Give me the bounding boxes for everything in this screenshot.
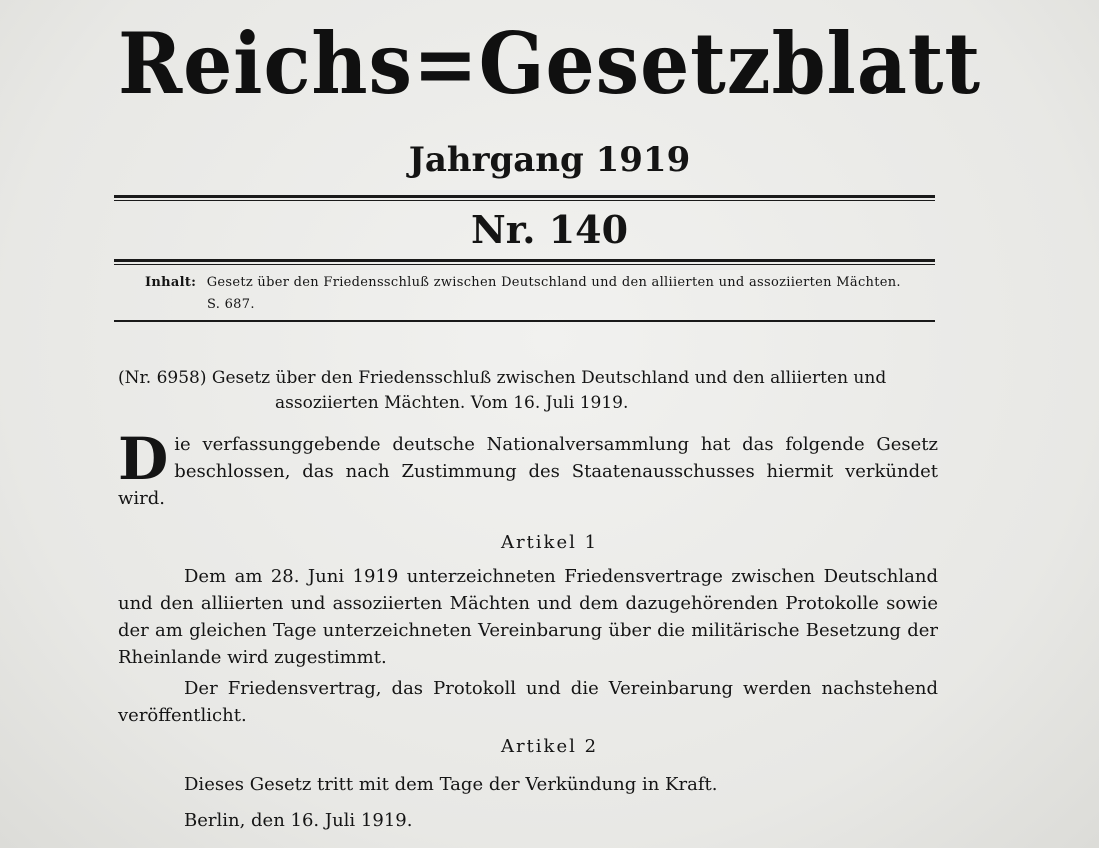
rule-under-contents [114,320,935,322]
law-title-line2: assoziierten Mächten. Vom 16. Juli 1919. [275,393,629,413]
contents-label: Inhalt: [145,275,197,290]
issue-number: Nr. 140 [470,207,629,252]
double-rule-mid [114,259,935,262]
article2-heading: Artikel 2 [500,736,599,757]
article1-heading: Artikel 1 [500,532,599,553]
year-line: Jahrgang 1919 [408,140,691,180]
preamble [118,425,938,512]
contents-page-ref: S. 687. [207,297,255,312]
article1-paragraph1: Dem am 28. Juni 1919 unterzeichneten Friedensvertrage zwischen Deutschland und den alliierten und assoziierten Mächten und dem dazugehörenden Protokolle sowie der am gleichen Tage unterzeichneten Vereinbarung über die militärische Besetzung der Rheinlande wird zugestimmt. [118,566,938,668]
preamble-text: ie verfassunggebende deutsche Nationalversammlung hat das folgende Gesetz beschlossen, das nach Zustimmung des Staatenausschusses hiermit verkündet wird. [118,434,938,509]
masthead-title: Reichs=Gesetzblatt [117,14,982,113]
contents-block [145,272,935,316]
law-title-line1: Gesetz über den Friedensschluß zwischen Deutschland und den alliierten und [211,368,887,388]
double-rule-top-thin [114,200,935,201]
article1-paragraph2: Der Friedensvertrag, das Protokoll und die Vereinbarung werden nachstehend veröffentlicht. [118,678,938,726]
drop-cap: D [118,425,169,493]
law-heading [118,366,938,416]
law-number: (Nr. 6958) [118,368,207,388]
article2-paragraph1: Dieses Gesetz tritt mit dem Tage der Verkündung in Kraft. [184,774,718,795]
double-rule-mid-thin [114,264,935,265]
contents-text: Gesetz über den Friedensschluß zwischen Deutschland und den alliierten und assoziierten Mächten. [206,275,901,290]
double-rule-top [114,195,935,198]
bleed-through-text [190,112,193,128]
closing-date-line: Berlin, den 16. Juli 1919. [184,810,413,831]
